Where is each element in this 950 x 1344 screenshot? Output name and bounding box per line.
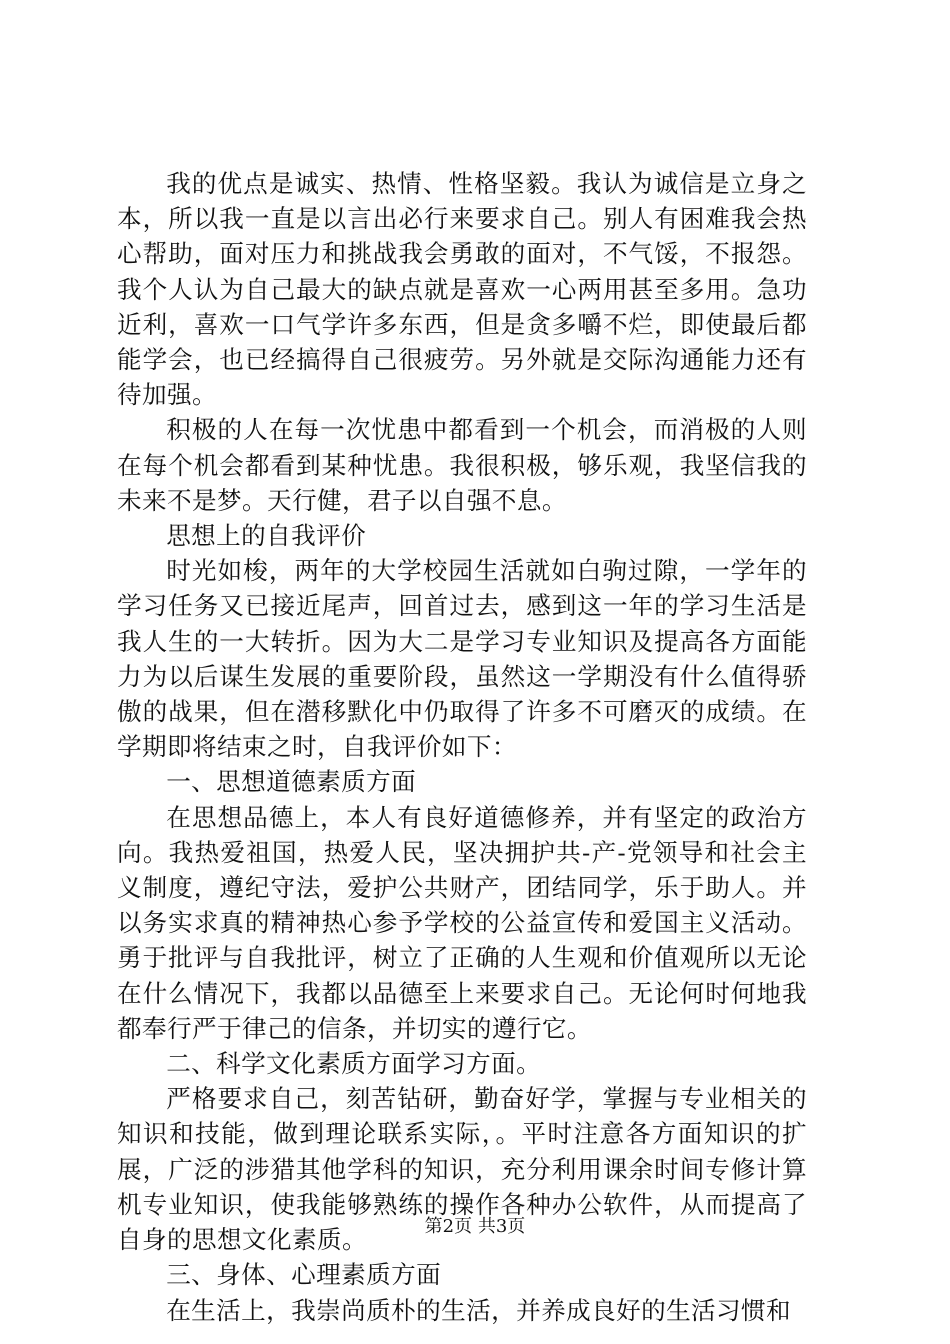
section-heading-self-evaluation: 思想上的自我评价 bbox=[166, 521, 367, 551]
paragraph-moral: 在思想品德上，本人有良好道德修养，并有坚定的政治方向。我热爱祖国，热爱人民，坚决拥护共-产-党领导和社会主义制度，遵纪守法，爱护公共财产，团结同学，乐于助人。并以务实求真的精神热心参予学校的公益宣传和爱国主义活动。勇于批评与自我批评，树立了正确的人生观和价值观所以无论在什么情况下，我都以品德至上来要求自己。无论何时何地我都奉行严于律己的信条，并切实的遵行它。 bbox=[117, 802, 807, 1043]
paragraph-optimism: 积极的人在每一次忧患中都看到一个机会，而消极的人则在每个机会都看到某种忧患。我很积极，够乐观，我坚信我的未来不是梦。天行健，君子以自强不息。 bbox=[117, 415, 807, 515]
section-heading-science: 二、科学文化素质方面学习方面。 bbox=[166, 1049, 542, 1079]
section-heading-physical: 三、身体、心理素质方面 bbox=[166, 1260, 442, 1290]
paragraph-strengths: 我的优点是诚实、热情、性格坚毅。我认为诚信是立身之本，所以我一直是以言出必行来要求自己。别人有困难我会热心帮助，面对压力和挑战我会勇敢的面对，不气馁，不报怨。我个人认为自己最大的缺点就是喜欢一心两用甚至多用。急功近利，喜欢一口气学许多东西，但是贪多嚼不烂，即使最后都能学会，也已经搞得自己很疲劳。另外就是交际沟通能力还有待加强。 bbox=[117, 169, 807, 410]
section-heading-moral: 一、思想道德素质方面 bbox=[166, 767, 417, 797]
document-body bbox=[117, 166, 807, 1328]
paragraph-science: 严格要求自己，刻苦钻研，勤奋好学，掌握与专业相关的知识和技能，做到理论联系实际，。平时注意各方面知识的扩展，广泛的涉猎其他学科的知识，充分利用课余时间专修计算机专业知识，使我能够熟练的操作各种办公软件，从而提高了自身的思想文化素质。 bbox=[117, 1084, 807, 1255]
page-number-footer: 第2页 共3页 bbox=[424, 1216, 526, 1237]
paragraph-physical: 在生活上，我崇尚质朴的生活，并养成良好的生活习惯和 bbox=[166, 1295, 792, 1325]
paragraph-intro: 时光如梭，两年的大学校园生活就如白驹过隙，一学年的学习任务又已接近尾声，回首过去，感到这一年的学习生活是我人生的一大转折。因为大二是学习专业知识及提高各方面能力为以后谋生发展的重要阶段，虽然这一学期没有什么值得骄傲的战果，但在潜移默化中仍取得了许多不可磨灭的成绩。在学期即将结束之时，自我评价如下： bbox=[117, 556, 807, 762]
